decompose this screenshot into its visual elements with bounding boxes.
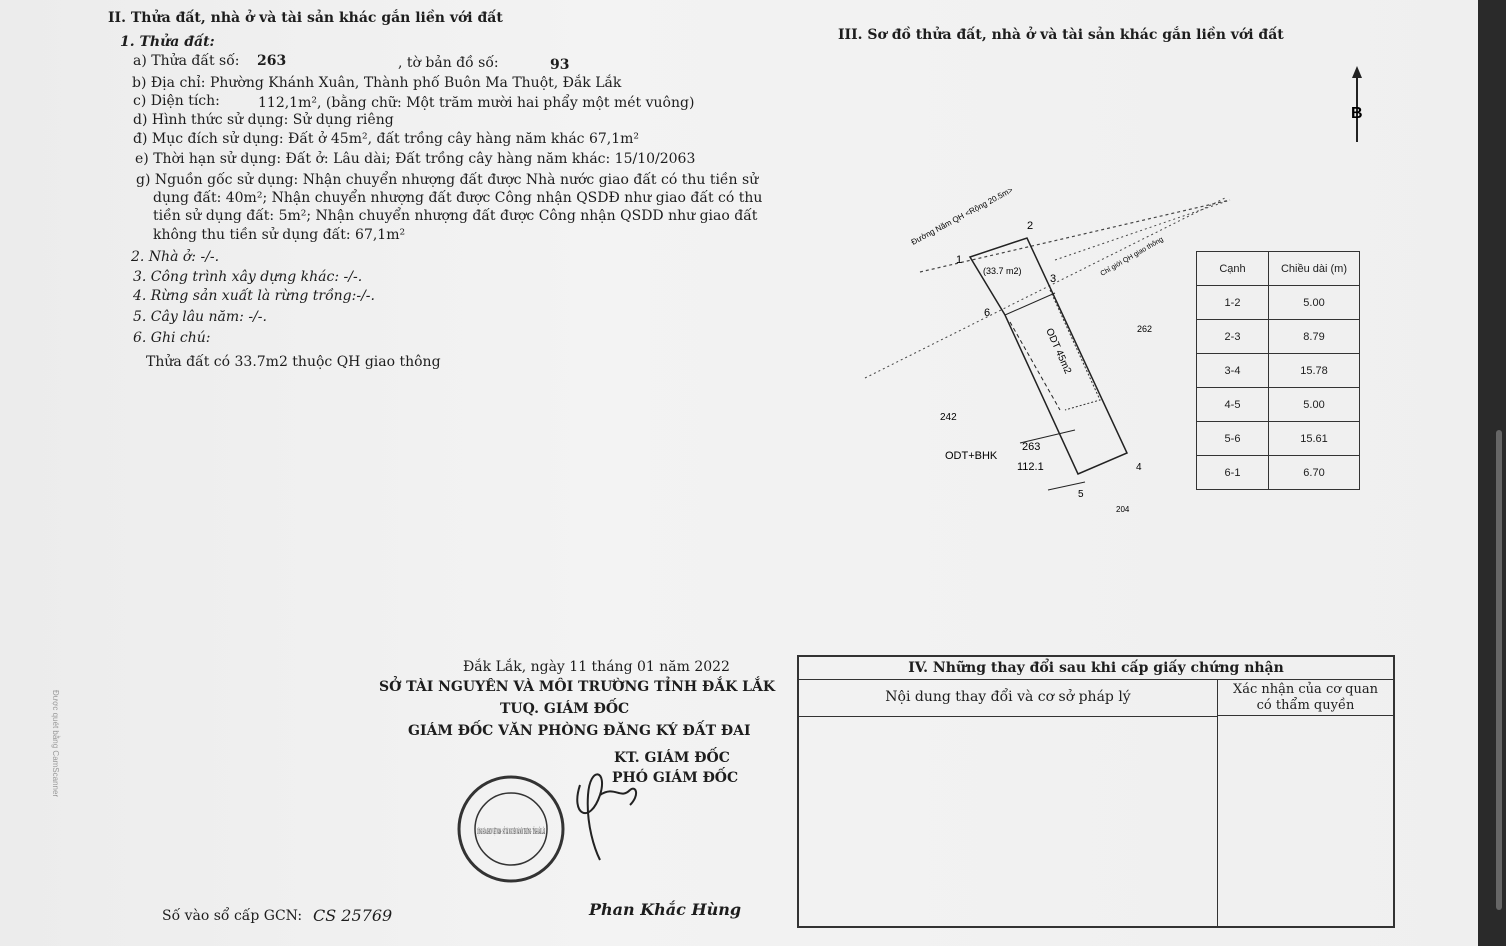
point-5: 5 [1078, 489, 1084, 500]
neighbor-262: 262 [1137, 324, 1153, 334]
column-divider [1217, 716, 1218, 928]
origin-line-2: dụng đất: 40m²; Nhận chuyển nhượng đất được Công nhận QSDĐ như giao đất có thu [153, 190, 763, 206]
edge-length-table [1196, 251, 1360, 490]
parcel-number-label-map: 263 [1022, 441, 1041, 453]
kt-line: KT. GIÁM ĐỐC [614, 750, 730, 766]
forest-item: 4. Rừng sản xuất là rừng trồng:-/-. [133, 288, 375, 304]
edge-cell: 1-2 [1197, 286, 1269, 320]
length-cell: 15.61 [1269, 422, 1360, 456]
table-row [1197, 354, 1360, 388]
point-3: 3 [1050, 273, 1057, 285]
date-line: Đắk Lắk, ngày 11 tháng 01 năm 2022 [463, 659, 730, 675]
origin-line-3: tiền sử dụng đất: 5m²; Nhận chuyển nhượng đất được Công nhận QSDD như giao đất [153, 208, 758, 224]
odt-label: ODT 45m2 [1043, 326, 1074, 376]
map-sheet-label: , tờ bản đồ số: [398, 55, 499, 71]
north-label: B [1351, 105, 1363, 122]
length-header: Chiều dài (m) [1269, 252, 1360, 286]
length-cell: 5.00 [1269, 388, 1360, 422]
edge-cell: 4-5 [1197, 388, 1269, 422]
point-6: 6 [984, 307, 991, 319]
note-heading: 6. Ghi chú: [133, 330, 211, 346]
parcel-heading: 1. Thửa đất: [120, 34, 215, 50]
section3-title: III. Sơ đồ thửa đất, nhà ở và tài sản khác gắn liền với đất [838, 27, 1284, 43]
length-cell: 8.79 [1269, 320, 1360, 354]
gcn-number: CS 25769 [313, 906, 393, 925]
edge-cell: 6-1 [1197, 456, 1269, 490]
confirm-line-1: Xác nhận của cơ quan [1232, 682, 1378, 697]
origin-line-1: g) Nguồn gốc sử dụng: Nhận chuyển nhượng đất được Nhà nước giao đất có thu tiền sử [136, 172, 759, 188]
point-4: 4 [1136, 462, 1142, 473]
section2-title: II. Thửa đất, nhà ở và tài sản khác gắn liền với đất [108, 10, 503, 26]
point-2: 2 [1027, 220, 1034, 232]
length-cell: 15.78 [1269, 354, 1360, 388]
table-row [1197, 456, 1360, 490]
parcel-number: 263 [257, 53, 287, 69]
usage-term: e) Thời hạn sử dụng: Đất ở: Lâu dài; Đất trồng cây hàng năm khác: 15/10/2063 [135, 151, 696, 167]
gcn-label: Số vào sổ cấp GCN: [162, 908, 303, 924]
area-value: 112,1m², (bằng chữ: Một trăm mười hai phẩy một mét vuông) [258, 95, 695, 111]
table-row [1197, 320, 1360, 354]
table-row [1197, 388, 1360, 422]
origin-line-4: không thu tiền sử dụng đất: 67,1m² [153, 227, 406, 243]
office-line: GIÁM ĐỐC VĂN PHÒNG ĐĂNG KÝ ĐẤT ĐAI [408, 723, 751, 739]
seal-text: CỘNG HÒA XHCN VIỆT NAM · SỞ TÀI NGUYÊN VÀ MÔI TRƯỜNG · TỈNH ĐẮK LẮK [477, 828, 779, 836]
table-row [1197, 286, 1360, 320]
confirm-line-2: có thẩm quyền [1256, 698, 1355, 713]
north-arrow-head [1352, 66, 1362, 78]
qh-area-label: (33.7 m2) [983, 266, 1022, 276]
house-item: 2. Nhà ở: -/-. [131, 249, 220, 265]
perennial-item: 5. Cây lâu năm: -/-. [133, 309, 267, 325]
deputy-line: PHÓ GIÁM ĐỐC [612, 770, 739, 786]
table-row [1197, 422, 1360, 456]
neighbor-242: 242 [940, 412, 957, 423]
qh-label: Chỉ giới QH giao thông [1099, 236, 1165, 278]
changes-content-header: Nội dung thay đổi và cơ sở pháp lý [799, 679, 1218, 717]
signature-mark [560, 755, 650, 865]
signer-name: Phan Khắc Hùng [589, 900, 742, 919]
department-name: SỞ TÀI NGUYÊN VÀ MÔI TRƯỜNG TỈNH ĐẮK LẮK [379, 679, 776, 695]
table-header-row [1197, 252, 1360, 286]
changes-table [797, 655, 1395, 928]
parcel-code: ODT+BHK [945, 450, 998, 462]
length-cell: 6.70 [1269, 456, 1360, 490]
changes-title: IV. Những thay đổi sau khi cấp giấy chứng nhận [799, 657, 1393, 680]
parcel-area-map: 112.1 [1017, 461, 1044, 473]
changes-confirm-header [1218, 679, 1393, 716]
construction-item: 3. Công trình xây dựng khác: -/-. [133, 269, 363, 285]
neighbor-204: 204 [1116, 505, 1130, 514]
parcel-number-label: a) Thửa đất số: [133, 53, 240, 69]
note-text: Thửa đất có 33.7m2 thuộc QH giao thông [146, 354, 441, 370]
tuq-line: TUQ. GIÁM ĐỐC [500, 701, 630, 717]
point-1: 1 [956, 254, 963, 266]
edge-cell: 3-4 [1197, 354, 1269, 388]
address-line: b) Địa chỉ: Phường Khánh Xuân, Thành phố Buôn Ma Thuột, Đắk Lắk [132, 75, 622, 91]
usage-purpose: đ) Mục đích sử dụng: Đất ở 45m², đất trồng cây hàng năm khác 67,1m² [133, 131, 640, 147]
map-sheet-number: 93 [550, 57, 570, 73]
scrollbar[interactable] [1496, 430, 1502, 910]
edge-header: Cạnh [1197, 252, 1269, 286]
traffic-boundary-line [865, 198, 1225, 378]
road-label: Đường Năm QH <Rộng 20.5m> [909, 185, 1015, 247]
scanner-note: Được quét bằng CamScanner [51, 690, 60, 798]
area-label: c) Diện tích: [133, 93, 220, 109]
edge-cell: 2-3 [1197, 320, 1269, 354]
length-cell: 5.00 [1269, 286, 1360, 320]
edge-cell: 5-6 [1197, 422, 1269, 456]
usage-form: d) Hình thức sử dụng: Sử dụng riêng [133, 112, 394, 128]
